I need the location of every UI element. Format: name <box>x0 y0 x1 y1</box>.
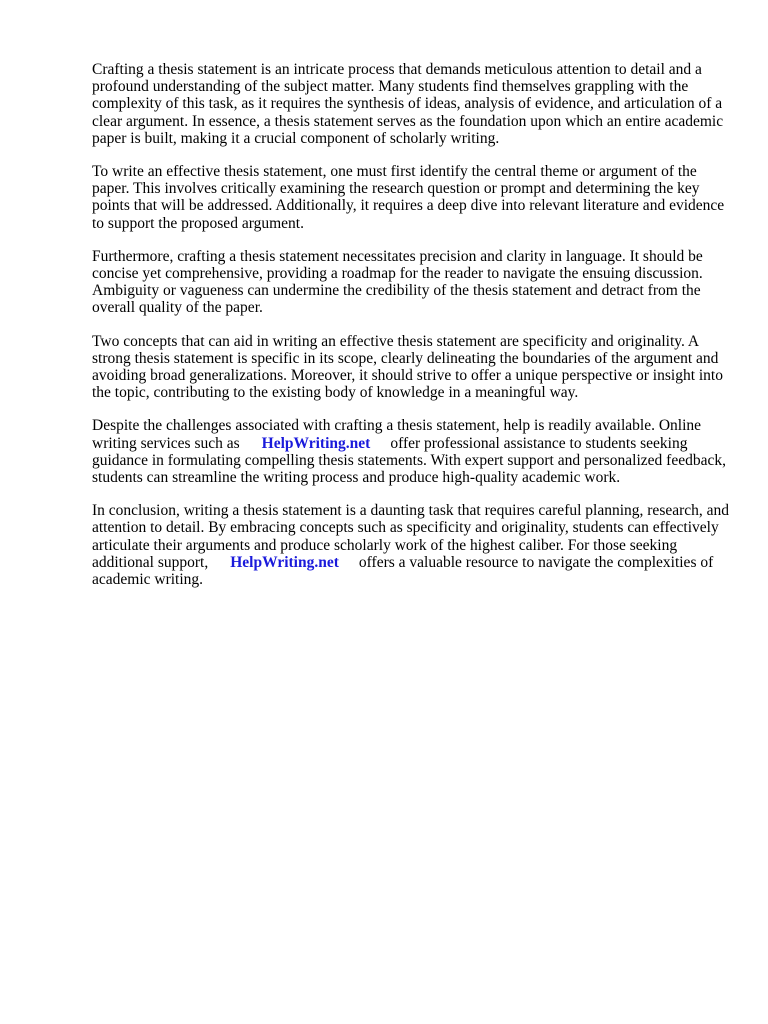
paragraph-help-available <box>92 417 732 486</box>
paragraph-text: offers a valuable resource to navigate the complexities of academic writing. <box>92 553 714 589</box>
paragraph-text: offer professional assistance to students seeking guidance in formulating compelling thesis statements. With expert support and personalized feedback, students can streamline the writing process and produce high-quality academic work. <box>92 434 726 487</box>
paragraph-text: In conclusion, writing a thesis statement is a daunting task that requires careful planning, research, and attention to detail. By embracing concepts such as specificity and originality, students can effectively articulate their arguments and produce scholarly work of the highest caliber. For those seeking additional support, <box>92 502 730 571</box>
helpwriting-link[interactable]: HelpWriting.net <box>261 434 371 452</box>
paragraph-text: Despite the challenges associated with crafting a thesis statement, help is readily available. Online writing services such as <box>92 417 702 452</box>
paragraph-precision: Furthermore, crafting a thesis statement necessitates precision and clarity in language. It should be concise yet comprehensive, providing a roadmap for the reader to navigate the ensuing discussion. Ambiguity or vagueness can undermine the credibility of the thesis statement and detract from the overall quality of the paper. <box>92 247 703 317</box>
paragraph-conclusion <box>92 502 732 588</box>
helpwriting-link[interactable]: HelpWriting.net <box>230 553 339 571</box>
paragraph-intro: Crafting a thesis statement is an intricate process that demands meticulous attention to detail and a profound understanding of the subject matter. Many students find themselves grappling with the complexity of this task, as it requires the synthesis of ideas, analysis of evidence, and articulation of a clear argument. In essence, a thesis statement serves as the foundation upon which an entire academic paper is built, making it a crucial component of scholarly writing. <box>92 61 724 147</box>
paragraph-concepts: Two concepts that can aid in writing an effective thesis statement are specificity and originality. A strong thesis statement is specific in its scope, clearly delineating the boundaries of the argument and avoiding broad generalizations. Moreover, it should strive to offer a unique perspective or insight into the topic, contributing to the existing body of knowledge in a meaningful way. <box>92 332 723 402</box>
document-page <box>92 61 732 604</box>
paragraph-identify-theme: To write an effective thesis statement, one must first identify the central theme or argument of the paper. This involves critically examining the research question or prompt and determining the key points that will be addressed. Additionally, it requires a deep dive into relevant literature and evidence to support the proposed argument. <box>92 163 725 232</box>
